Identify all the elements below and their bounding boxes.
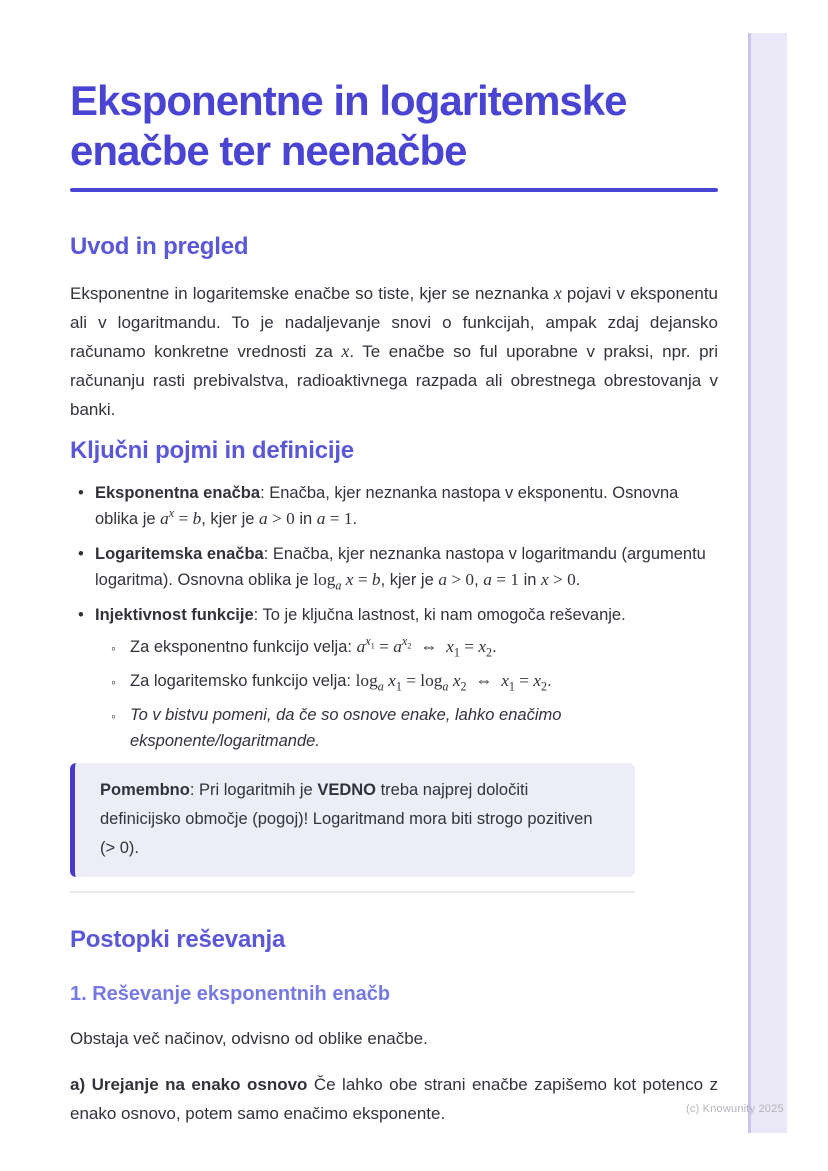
watermark: (c) Knowunity 2025 <box>686 1103 784 1115</box>
list-item-text: Eksponentna enačba: Enačba, kjer neznanka nastopa v eksponentu. Osnovna oblika je $a^x = b$, kjer je a > 0 in a = 1. <box>95 484 679 528</box>
sub-list-item-text: Za eksponentno funkcijo velja: $a^{x_1} = a^{x_2}$ ⇔ $x_1 = x_2$. <box>130 634 497 660</box>
method-a-paragraph: a) Urejanje na enako osnovo Če lahko obe strani enačbe zapišemo kot potenco z enako osnovo, potem samo enačimo eksponente. <box>70 1075 718 1123</box>
injectivity-sublist <box>105 634 718 754</box>
list-item-eksponentna-enacba <box>70 480 718 532</box>
intro-paragraph: Eksponentne in logaritemske enačbe so tiste, kjer se neznanka x pojavi v eksponentu ali v logaritmandu. To je nadaljevanje snovi o funkcijah, ampak zdaj dejansko računamo konkretne vrednosti za x. Te enačbe so ful uporabne v praksi, npr. pri računanju rasti prebivalstva, radioaktivnega razpada ali obrestnega obrestovanja v banki. <box>70 283 718 419</box>
sub-list-item-logaritemska <box>105 668 718 694</box>
page-title: Eksponentne in logaritemske enačbe ter neenačbe <box>70 77 627 174</box>
callout-box <box>70 763 635 877</box>
sub-list-item-eksponentna <box>105 634 718 660</box>
section-heading-kljucni-pojmi: Ključni pojmi in definicije <box>70 437 354 464</box>
callout-text: Pomembno: Pri logaritmih je VEDNO treba najprej določiti definicijsko območje (pogoj)! Logaritmand mora biti strogo pozitiven (> 0). <box>100 781 593 857</box>
sub-list-item-text: Za logaritemsko funkcijo velja: $\log_a x_1 = \log_a x_2$ ⇔ $x_1 = x_2$. <box>130 671 552 694</box>
procedures-intro-paragraph: Obstaja več načinov, odvisno od oblike enačbe. <box>70 1029 428 1048</box>
list-item-text: Logaritemska enačba: Enačba, kjer neznanka nastopa v logaritmandu (argumentu logaritma). Osnovna oblika je $\log_a x = b$, kjer je a > 0, a = 1 in x > 0. <box>95 545 706 593</box>
list-item-logaritemska-enacba <box>70 541 718 593</box>
sub-list-item-text: To v bistvu pomeni, da če so osnove enake, lahko enačimo eksponente/logaritmande. <box>130 706 562 750</box>
title-rule <box>70 188 718 192</box>
subsection-heading-resevanje-eksponentnih: 1. Reševanje eksponentnih enačb <box>70 983 391 1005</box>
concepts-list <box>70 480 718 754</box>
section-heading-postopki: Postopki reševanja <box>70 926 286 953</box>
list-item-injektivnost-funkcije <box>70 602 718 754</box>
section-divider <box>70 891 635 893</box>
section-heading-uvod: Uvod in pregled <box>70 233 249 260</box>
list-item-text: Injektivnost funkcije: To je ključna lastnost, ki nam omogoča reševanje. <box>95 606 626 624</box>
sub-list-item-pojasnilo <box>105 702 718 754</box>
